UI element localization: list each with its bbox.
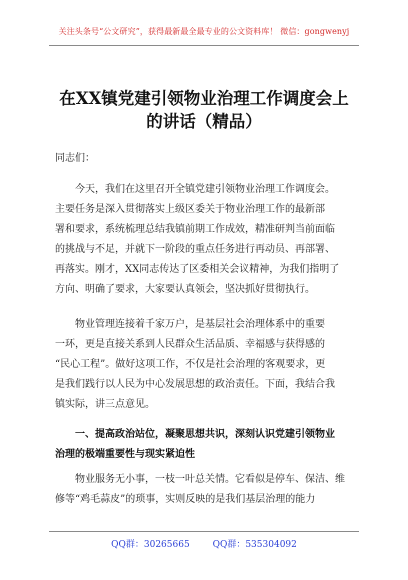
paragraph-line: 物业服务无小事，一枝一叶总关情。它看似是停车、保洁、维 xyxy=(75,474,345,485)
section-heading-line: 治理的极端重要性与现实紧迫性 xyxy=(55,449,195,460)
paragraph-line: 镇实际，讲三点意见。 xyxy=(55,399,155,410)
footer-rule xyxy=(49,531,359,532)
paragraph-line: “民心工程”。做好这项工作，不仅是社会治理的客观要求，更 xyxy=(55,359,326,370)
footer-qq-group-2: QQ群：535304092 xyxy=(212,540,297,550)
paragraph-line: 一环，更是直接关系到人民群众生活品质、幸福感与获得感的 xyxy=(55,339,325,350)
paragraph-3 xyxy=(55,470,355,510)
section-heading-1 xyxy=(55,425,355,465)
document-title xyxy=(40,87,368,133)
header-banner: 关注头条号“公文研究”，获得最新最全最专业的公文资料库！ 微信：gongwenyj xyxy=(58,27,350,36)
paragraph-line: 主要任务是深入贯彻落实上级区委关于物业治理工作的最新部 xyxy=(55,204,325,215)
footer-qq-group-1: QQ群：30265665 xyxy=(111,540,190,550)
header-rule xyxy=(49,45,359,46)
section-heading-line: 一、提高政治站位，凝聚思想共识，深刻认识党建引领物业 xyxy=(75,429,335,440)
paragraph-2 xyxy=(55,315,355,415)
paragraph-line: 修等“鸡毛蒜皮”的琐事，实则反映的是我们基层治理的能力 xyxy=(55,494,316,505)
footer xyxy=(0,537,408,550)
paragraph-line: 再落实。刚才，XX同志传达了区委相关会议精神，为我们指明了 xyxy=(55,264,340,275)
paragraph-line: 物业管理连接着千家万户，是基层社会治理体系中的重要 xyxy=(75,319,325,330)
paragraph-1 xyxy=(55,180,355,300)
paragraph-line: 署和要求，系统梳理总结我镇前期工作成效，精准研判当前面临 xyxy=(55,224,335,235)
title-line-1: 在XX镇党建引领物业治理工作调度会上 xyxy=(59,89,349,108)
salutation: 同志们： xyxy=(55,153,95,164)
paragraph-line: 的挑战与不足，并就下一阶段的重点任务进行再动员、再部署、 xyxy=(55,244,335,255)
paragraph-line: 是我们践行以人民为中心发展思想的政治责任。下面，我结合我 xyxy=(55,379,335,390)
title-line-2: 的讲话（精品） xyxy=(146,112,262,131)
paragraph-line: 方向、明确了要求，大家要认真领会，坚决抓好贯彻执行。 xyxy=(55,284,315,295)
paragraph-line: 今天，我们在这里召开全镇党建引领物业治理工作调度会。 xyxy=(75,184,335,195)
